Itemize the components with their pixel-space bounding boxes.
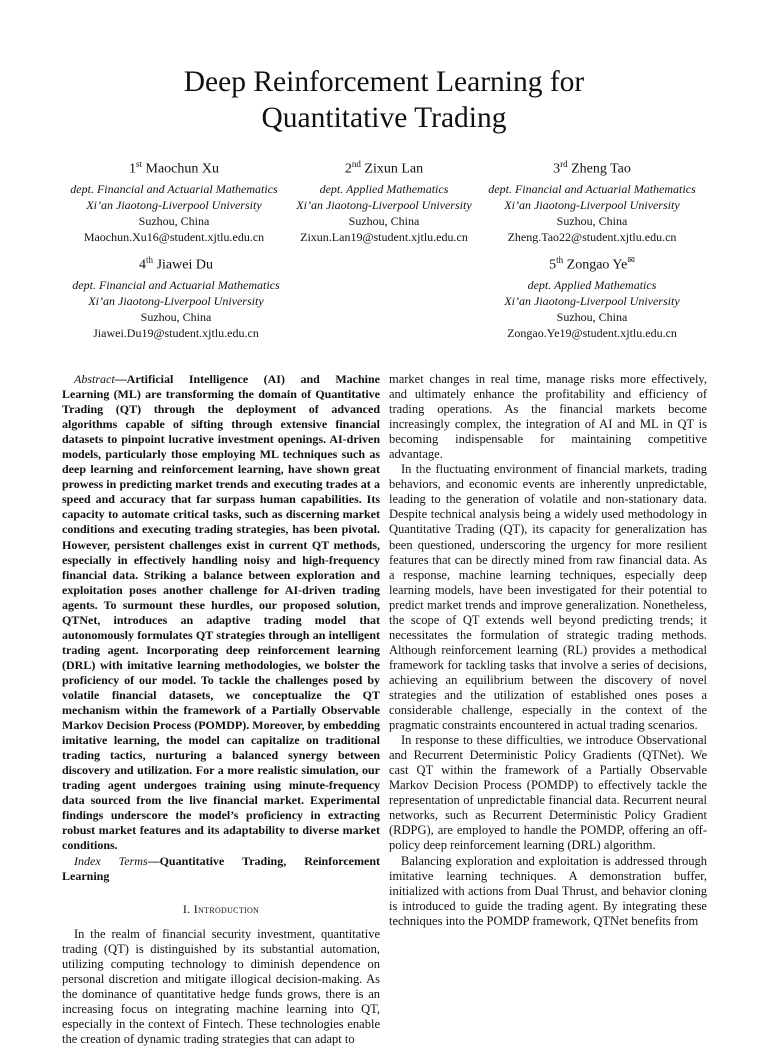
author-university: Xi’an Jiaotong-Liverpool University — [86, 197, 262, 212]
envelope-icon: ✉ — [627, 255, 635, 265]
author-email[interactable]: Zixun.Lan19@student.xjtlu.edu.cn — [300, 229, 468, 244]
right-column — [389, 372, 707, 929]
author-university: Xi’an Jiaotong-Liverpool University — [504, 197, 680, 212]
author-block-2 — [264, 155, 504, 245]
author-dept: dept. Financial and Actuarial Mathematics — [70, 181, 278, 196]
author-name: 3rd Zheng Tao — [553, 159, 631, 177]
title-line-1: Deep Reinforcement Learning for — [183, 66, 585, 98]
author-email[interactable]: Zheng.Tao22@student.xjtlu.edu.cn — [507, 229, 677, 244]
author-email[interactable]: Jiawei.Du19@student.xjtlu.edu.cn — [93, 325, 259, 340]
intro-paragraph: In the realm of financial security investment, quantitative trading (QT) is distinguished by its substantial automation, utilizing computing technology to diminish dependence on personal discretion and mitigate illogical decision-making. As the dominance of quantitative hedge funds grows, there is an increasing focus on integrating machine learning into QT, especially in the context of Fintech. These technologies enable the creation of dynamic trading strategies that can adapt to — [62, 926, 380, 1046]
author-city: Suzhou, China — [556, 213, 628, 228]
author-block-1 — [54, 155, 294, 245]
author-university: Xi’an Jiaotong-Liverpool University — [296, 197, 472, 212]
author-block-4 — [56, 251, 296, 341]
author-name: 4th Jiawei Du — [139, 255, 213, 273]
author-block-3 — [472, 155, 712, 245]
author-university: Xi’an Jiaotong-Liverpool University — [88, 293, 264, 308]
author-name: 1st Maochun Xu — [128, 159, 219, 177]
author-city: Suzhou, China — [140, 309, 212, 324]
author-dept: dept. Financial and Actuarial Mathematics — [488, 181, 696, 196]
title-line-2: Quantitative Trading — [261, 102, 507, 134]
index-terms-label: Index Terms — [74, 853, 148, 868]
author-email[interactable]: Zongao.Ye19@student.xjtlu.edu.cn — [507, 325, 677, 340]
author-university: Xi’an Jiaotong-Liverpool University — [504, 293, 680, 308]
section-heading: I. Introduction — [182, 901, 260, 916]
author-dept: dept. Applied Mathematics — [527, 277, 657, 292]
abstract-label: Abstract — [74, 372, 115, 386]
author-dept: dept. Financial and Actuarial Mathematics — [72, 277, 280, 292]
abstract — [62, 372, 380, 854]
left-column — [62, 372, 380, 1047]
body-paragraph: In the fluctuating environment of financial markets, trading behaviors, and economic events are inherently unpredictable, leading to the generation of volatile and non-stationary data. Despite technical analysis being a widely used methodology in Quantitative Trading (QT), its capacity for generalization has been questioned, underscoring the urgency for more resilient features that can be directly mined from raw financial data. As a response, machine learning techniques, especially deep learning models, have been investigated for their potential to predict market trends and improve generalization. Nonetheless, the scope of QT extends well beyond predicting trends; it necessitates the formulation of strategic trading methods. Although reinforcement learning (RL) provides a methodical framework for tackling tasks that involve a series of decisions, achieving an equilibrium between the discovery of novel strategies and the utilization of established ones poses a considerable challenge, especially in the context of the pragmatic constraints encountered in actual trading scenarios. — [389, 462, 707, 733]
author-city: Suzhou, China — [556, 309, 628, 324]
body-paragraph: In response to these difficulties, we introduce Observational and Recurrent Deterministic Policy Gradients (QTNet). We cast QT within the framework of a Partially Observable Markov Decision Process (POMDP) to effectively tackle the representation of unpredictable financial data. Recurrent neural networks, such as Recurrent Deterministic Policy Gradient (RDPG), are employed to handle the POMDP, offering an off-policy deep reinforcement learning (DRL) algorithm. — [389, 733, 707, 853]
author-block-5 — [472, 251, 712, 341]
index-terms-text: —Quantitative Trading, Reinforcement Learning — [62, 853, 380, 883]
body-paragraph: Balancing exploration and exploitation is addressed through imitative learning techniques. A demonstration buffer, initialized with actions from Dual Thrust, and behavior cloning is introduced to guide the trading agent. By integrating these techniques into the POMDP framework, QTNet benefits from — [389, 853, 707, 928]
abstract-text: —Artificial Intelligence (AI) and Machine Learning (ML) are transforming the domain of Quantitative Trading (QT) through the deployment of advanced algorithms capable of sifting through extensive financial datasets to pinpoint lucrative investment openings. AI-driven models, particularly those employing ML techniques such as deep learning and reinforcement learning, have shown great prowess in predicting market trends and executing trades at a speed and accuracy that far surpass human capabilities. Its capacity to automate critical tasks, such as discerning market conditions and executing trading strategies, has been pivotal. However, persistent challenges exist in current QT methods, especially in effectively handling noisy and high-frequency financial data. Striking a balance between exploration and exploitation poses another challenge for AI-driven trading agents. To surmount these hurdles, our proposed solution, QTNet, introduces an adaptive trading model that autonomously formulates QT strategies through an intelligent trading agent. Incorporating deep reinforcement learning (DRL) with imitative learning methodologies, we bolster the proficiency of our model. To tackle the challenges posed by volatile financial datasets, we conceptualize the QT mechanism within the framework of a Partially Observable Markov Decision Process (POMDP). Moreover, by embedding imitative learning, the model can capitalize on traditional trading tactics, nurturing a balanced synergy between discovery and utilization. For a more realistic simulation, our trading agent undergoes training using minute-frequency data sourced from the live financial market. Experimental findings underscore the model’s proficiency in extracting robust market features and its adaptability to diverse market conditions. — [62, 372, 380, 853]
body-paragraph: market changes in real time, manage risks more effectively, and ultimately enhance the profitability and efficiency of trading operations. As the financial markets become increasingly complex, the integration of AI and ML in QT is becoming indispensable for maintaining competitive advantage. — [389, 372, 707, 462]
author-city: Suzhou, China — [138, 213, 210, 228]
author-name: 5th Zongao Ye✉ — [549, 255, 635, 273]
author-dept: dept. Applied Mathematics — [319, 181, 449, 196]
paper-title — [0, 64, 768, 136]
author-name: 2nd Zixun Lan — [344, 159, 424, 177]
author-email[interactable]: Maochun.Xu16@student.xjtlu.edu.cn — [83, 229, 265, 244]
index-terms — [62, 854, 380, 884]
author-city: Suzhou, China — [348, 213, 420, 228]
